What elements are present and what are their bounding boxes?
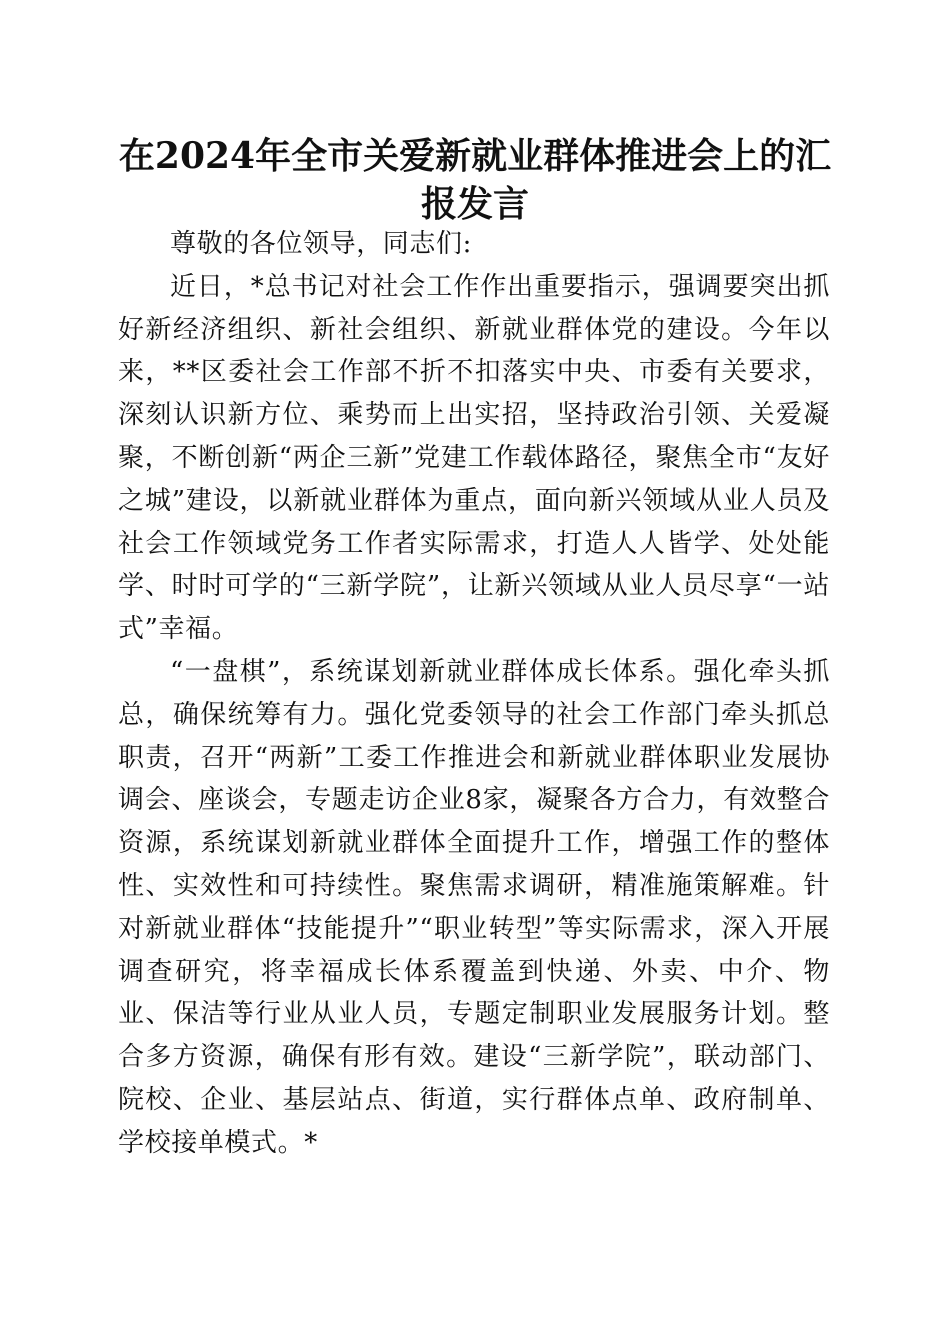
body-paragraph: “一盘棋”，系统谋划新就业群体成长体系。强化牵头抓总，确保统筹有力。强化党委领导的社会工作部门牵头抓总职责，召开“两新”工委工作推进会和新就业群体职业发展协调会、座谈会，专题走访企业8家，凝聚各方合力，有效整合资源，系统谋划新就业群体全面提升工作，增强工作的整体性、实效性和可持续性。聚焦需求调研，精准施策解难。针对新就业群体“技能提升”“职业转型”等实际需求，深入开展调查研究，将幸福成长体系覆盖到快递、外卖、中介、物业、保洁等行业从业人员，专题定制职业发展服务计划。整合多方资源，确保有形有效。建设“三新学院”，联动部门、院校、企业、基层站点、街道，实行群体点单、政府制单、学校接单模式。* [118,656,830,1158]
document-body [118,223,830,1165]
body-paragraph: 近日，*总书记对社会工作作出重要指示，强调要突出抓好新经济组织、新社会组织、新就业群体党的建设。今年以来，**区委社会工作部不折不扣落实中央、市委有关要求，深刻认识新方位、乘势而上出实招，坚持政治引领、关爱凝聚，不断创新“两企三新”党建工作载体路径，聚焦全市“友好之城”建设，以新就业群体为重点，面向新兴领域从业人员及社会工作领域党务工作者实际需求，打造人人皆学、处处能学、时时可学的“三新学院”，让新兴领域从业人员尽享“一站式”幸福。 [118,271,830,645]
document-title: 在2024年全市关爱新就业群体推进会上的汇报发言 [118,135,832,225]
salutation: 尊敬的各位领导，同志们: [170,229,472,259]
